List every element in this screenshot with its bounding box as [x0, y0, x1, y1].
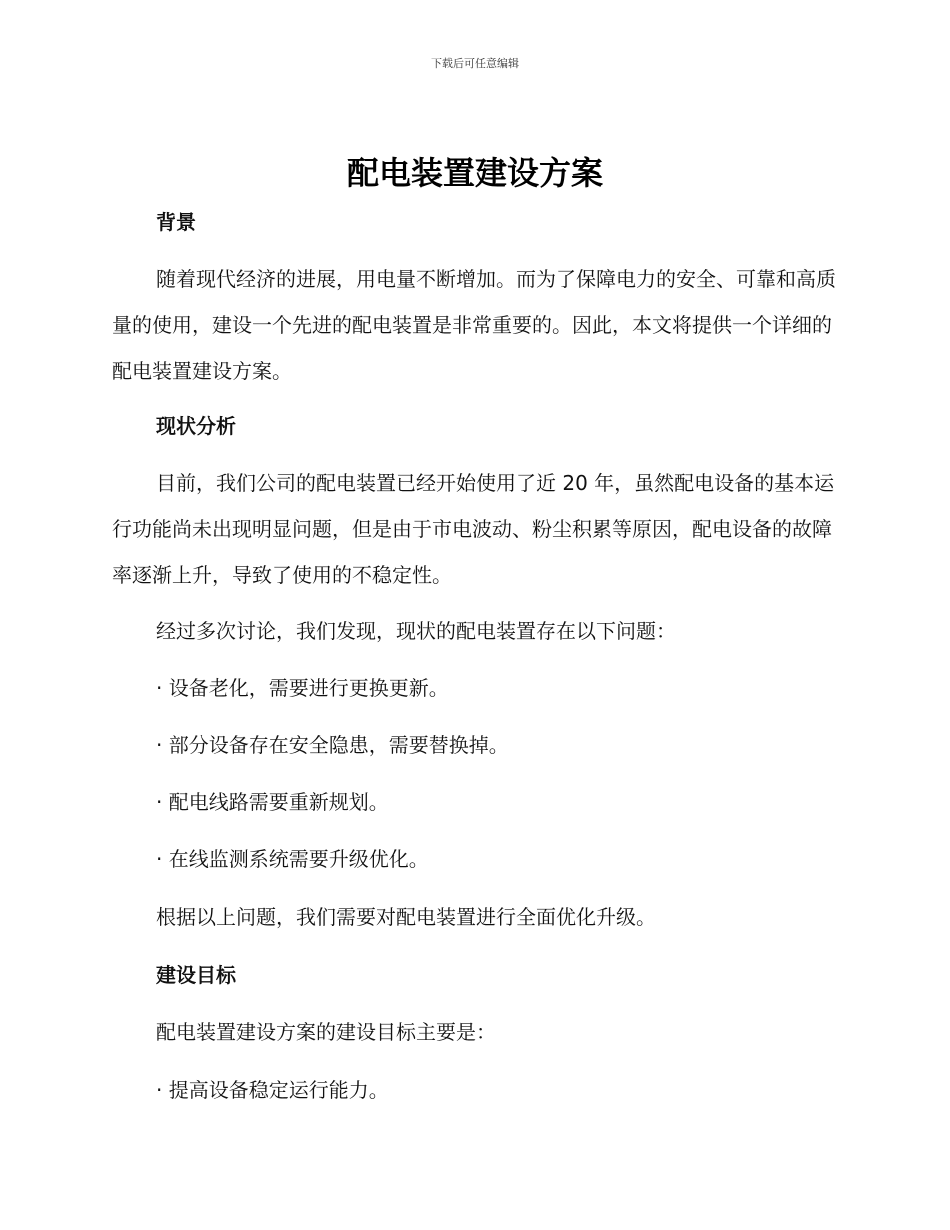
goals-bullet-1: · 提高设备稳定运行能力。 — [156, 1078, 389, 1102]
background-paragraph: 随着现代经济的进展，用电量不断增加。而为了保障电力的安全、可靠和高质量的使用，建设一个先进的配电装置是非常重要的。因此，本文将提供一个详细的配电装置建设方案。 — [112, 267, 836, 383]
analysis-intro: 经过多次讨论，我们发现，现状的配电装置存在以下问题： — [156, 619, 676, 643]
analysis-bullet-3: · 配电线路需要重新规划。 — [156, 790, 389, 814]
analysis-conclusion: 根据以上问题，我们需要对配电装置进行全面优化升级。 — [156, 905, 656, 929]
analysis-bullet-2: · 部分设备存在安全隐患，需要替换掉。 — [156, 733, 509, 757]
section-heading-goals: 建设目标 — [156, 963, 236, 987]
analysis-paragraph: 目前，我们公司的配电装置已经开始使用了近 20 年，虽然配电设备的基本运行功能尚未出现明显问题，但是由于市电波动、粉尘积累等原因，配电设备的故障率逐渐上升，导致了使用的不稳定性。 — [112, 471, 835, 587]
document-title: 配电装置建设方案 — [346, 154, 603, 192]
section-heading-background: 背景 — [156, 210, 196, 234]
analysis-bullet-1: · 设备老化，需要进行更换更新。 — [156, 676, 449, 700]
goals-intro: 配电装置建设方案的建设目标主要是： — [156, 1020, 496, 1044]
header-note: 下载后可任意编辑 — [431, 57, 519, 70]
analysis-bullet-4: · 在线监测系统需要升级优化。 — [156, 847, 429, 871]
section-heading-analysis: 现状分析 — [156, 414, 236, 438]
